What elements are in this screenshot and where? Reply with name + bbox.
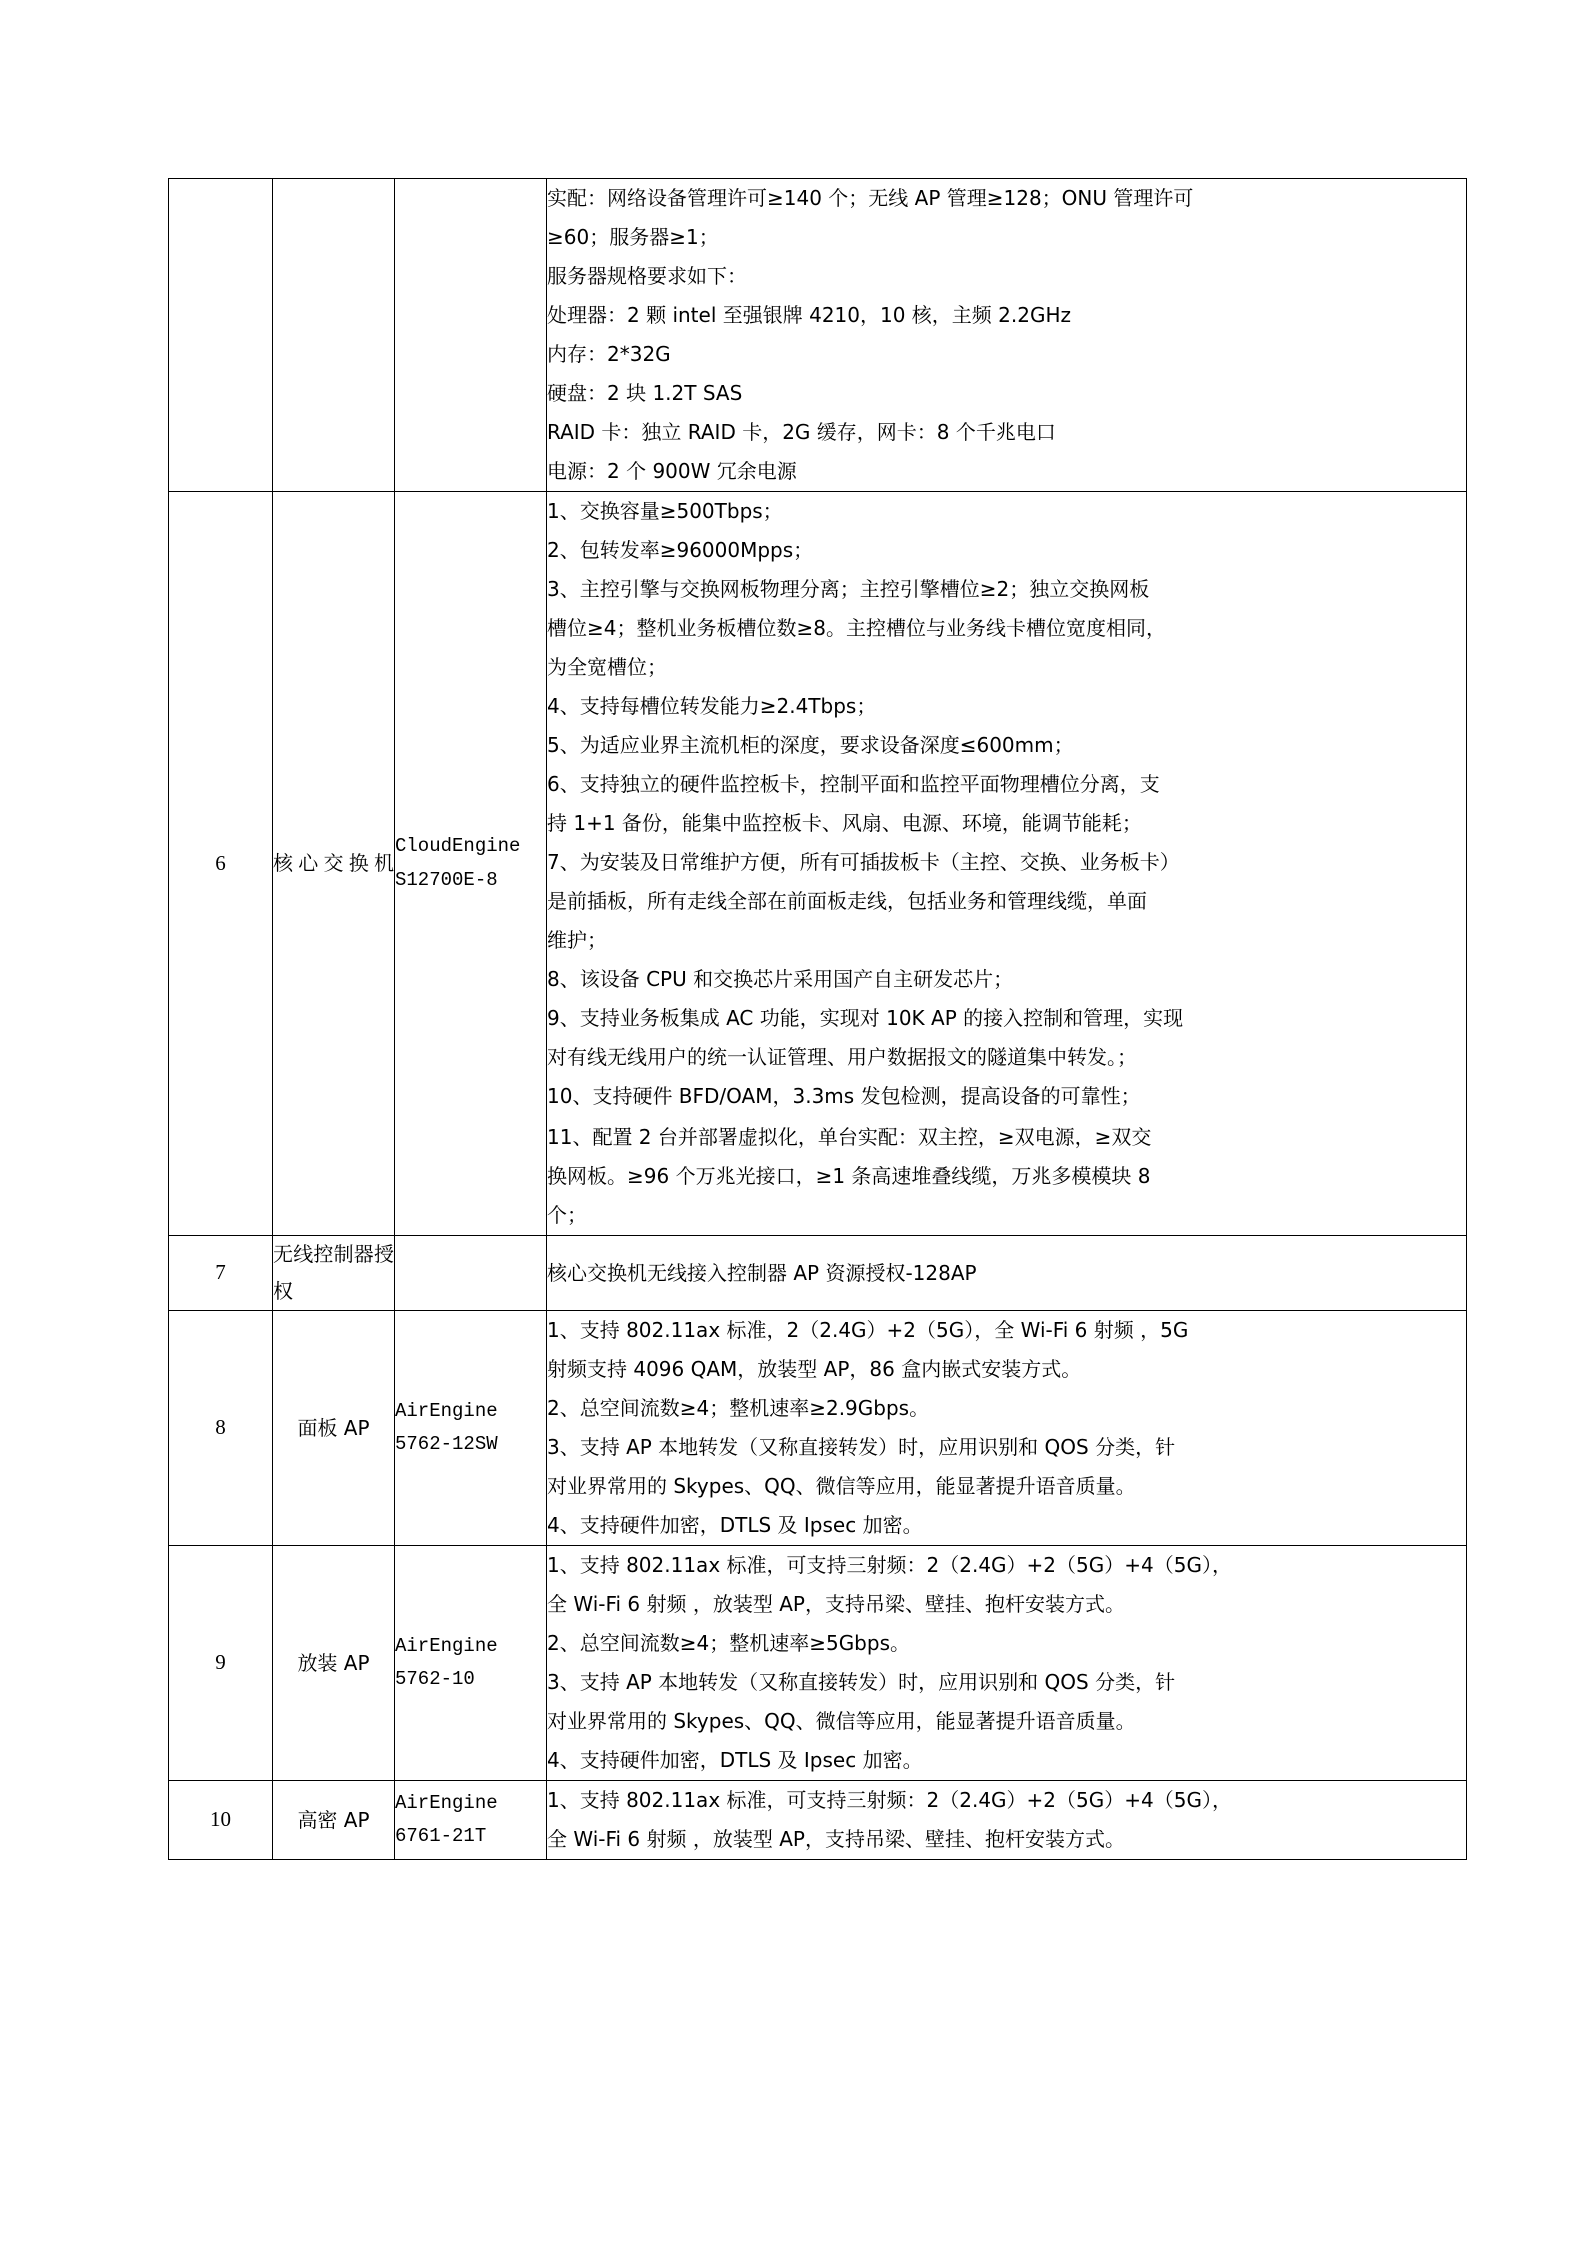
desc-line: 1、支持 802.11ax 标准，2（2.4G）+2（5G），全 Wi-Fi 6 射频 ，5G (547, 1318, 1189, 1342)
row-model-cell: AirEngine 5762-12SW (395, 1311, 547, 1546)
row-desc-cell (547, 492, 1467, 1236)
row-index-cell: 7 (169, 1236, 273, 1311)
desc-line: 3、支持 AP 本地转发（又称直接转发）时，应用识别和 QOS 分类，针 (547, 1435, 1176, 1459)
desc-line: 全 Wi-Fi 6 射频 ，放装型 AP，支持吊梁、壁挂、抱杆安装方式。 (547, 1592, 1125, 1616)
row-name-cell (273, 179, 395, 492)
desc-line: 维护； (547, 928, 607, 952)
desc-line: 5、为适应业界主流机柜的深度，要求设备深度≤600mm； (547, 733, 1074, 757)
desc-line: 1、支持 802.11ax 标准，可支持三射频：2（2.4G）+2（5G）+4（5G）， (547, 1553, 1232, 1577)
row-index-cell: 10 (169, 1781, 273, 1860)
row-index-cell (169, 179, 273, 492)
desc-line: 服务器规格要求如下： (547, 264, 747, 288)
desc-line: 全 Wi-Fi 6 射频 ，放装型 AP，支持吊梁、壁挂、抱杆安装方式。 (547, 1827, 1125, 1851)
row-model-cell (395, 179, 547, 492)
row-desc-cell (547, 1546, 1467, 1781)
desc-line: 9、支持业务板集成 AC 功能，实现对 10K AP 的接入控制和管理，实现 (547, 1006, 1184, 1030)
row-index-cell: 6 (169, 492, 273, 1236)
desc-line: 持 1+1 备份，能集中监控板卡、风扇、电源、环境，能调节能耗； (547, 811, 1142, 835)
specification-table (168, 178, 1467, 1860)
desc-line: 11、配置 2 台并部署虚拟化，单台实配：双主控，≥双电源，≥双交 (547, 1125, 1152, 1149)
desc-line: 2、包转发率≥96000Mpps； (547, 538, 814, 562)
desc-line: 8、该设备 CPU 和交换芯片采用国产自主研发芯片； (547, 967, 1014, 991)
desc-line: 内存：2*32G (547, 342, 671, 366)
desc-line: 10、支持硬件 BFD/OAM，3.3ms 发包检测，提高设备的可靠性； (547, 1084, 1141, 1108)
row-name-cell: 高密 AP (273, 1781, 395, 1860)
row-desc-cell (547, 1781, 1467, 1860)
table-row (169, 1311, 1467, 1546)
row-index-cell: 8 (169, 1311, 273, 1546)
desc-line: RAID 卡：独立 RAID 卡，2G 缓存，网卡：8 个千兆电口 (547, 420, 1056, 444)
desc-line: 对业界常用的 Skypes、QQ、微信等应用，能显著提升语音质量。 (547, 1474, 1136, 1498)
desc-line: 3、主控引擎与交换网板物理分离；主控引擎槽位≥2；独立交换网板 (547, 577, 1150, 601)
table-row (169, 179, 1467, 492)
desc-line: 射频支持 4096 QAM，放装型 AP，86 盒内嵌式安装方式。 (547, 1357, 1082, 1381)
row-name-cell: 核心交换机 (273, 492, 395, 1236)
desc-line: 硬盘：2 块 1.2T SAS (547, 381, 743, 405)
desc-line: 1、支持 802.11ax 标准，可支持三射频：2（2.4G）+2（5G）+4（5G）， (547, 1788, 1232, 1812)
row-model-cell: AirEngine 5762-10 (395, 1546, 547, 1781)
table-row (169, 1236, 1467, 1311)
row-model-cell: AirEngine 6761-21T (395, 1781, 547, 1860)
desc-line: 为全宽槽位； (547, 655, 667, 679)
table-row (169, 1781, 1467, 1860)
desc-line: 处理器：2 颗 intel 至强银牌 4210，10 核，主频 2.2GHz (547, 303, 1071, 327)
table-row (169, 492, 1467, 1236)
desc-line: 对有线无线用户的统一认证管理、用户数据报文的隧道集中转发。； (547, 1045, 1137, 1069)
table-body (169, 179, 1467, 1860)
row-name-cell: 放装 AP (273, 1546, 395, 1781)
desc-line: 7、为安装及日常维护方便，所有可插拔板卡（主控、交换、业务板卡） (547, 850, 1180, 874)
desc-line: 换网板。≥96 个万兆光接口，≥1 条高速堆叠线缆，万兆多模模块 8 (547, 1164, 1151, 1188)
desc-line: 4、支持每槽位转发能力≥2.4Tbps； (547, 694, 877, 718)
row-index-cell: 9 (169, 1546, 273, 1781)
row-model-cell: CloudEngine S12700E-8 (395, 492, 547, 1236)
desc-line: 槽位≥4；整机业务板槽位数≥8。主控槽位与业务线卡槽位宽度相同， (547, 616, 1166, 640)
row-desc-cell (547, 179, 1467, 492)
desc-line: 1、交换容量≥500Tbps； (547, 499, 783, 523)
desc-line: 电源：2 个 900W 冗余电源 (547, 459, 797, 483)
desc-line: ≥60；服务器≥1； (547, 225, 719, 249)
desc-line: 6、支持独立的硬件监控板卡，控制平面和监控平面物理槽位分离，支 (547, 772, 1160, 796)
desc-line: 2、总空间流数≥4；整机速率≥2.9Gbps。 (547, 1396, 930, 1420)
row-name-cell: 无线控制器授权 (273, 1236, 395, 1311)
desc-line: 核心交换机无线接入控制器 AP 资源授权-128AP (547, 1260, 977, 1285)
desc-line: 对业界常用的 Skypes、QQ、微信等应用，能显著提升语音质量。 (547, 1709, 1136, 1733)
desc-line: 4、支持硬件加密，DTLS 及 Ipsec 加密。 (547, 1748, 923, 1772)
desc-line: 2、总空间流数≥4；整机速率≥5Gbps。 (547, 1631, 910, 1655)
desc-line: 3、支持 AP 本地转发（又称直接转发）时，应用识别和 QOS 分类，针 (547, 1670, 1176, 1694)
row-desc-cell (547, 1311, 1467, 1546)
row-model-cell (395, 1236, 547, 1311)
desc-line: 实配：网络设备管理许可≥140 个；无线 AP 管理≥128；ONU 管理许可 (547, 186, 1194, 210)
row-desc-cell (547, 1236, 1467, 1311)
desc-line: 个； (547, 1203, 587, 1227)
table-row (169, 1546, 1467, 1781)
desc-line: 是前插板，所有走线全部在前面板走线，包括业务和管理线缆，单面 (547, 889, 1147, 913)
row-name-cell: 面板 AP (273, 1311, 395, 1546)
desc-line: 4、支持硬件加密，DTLS 及 Ipsec 加密。 (547, 1513, 923, 1537)
